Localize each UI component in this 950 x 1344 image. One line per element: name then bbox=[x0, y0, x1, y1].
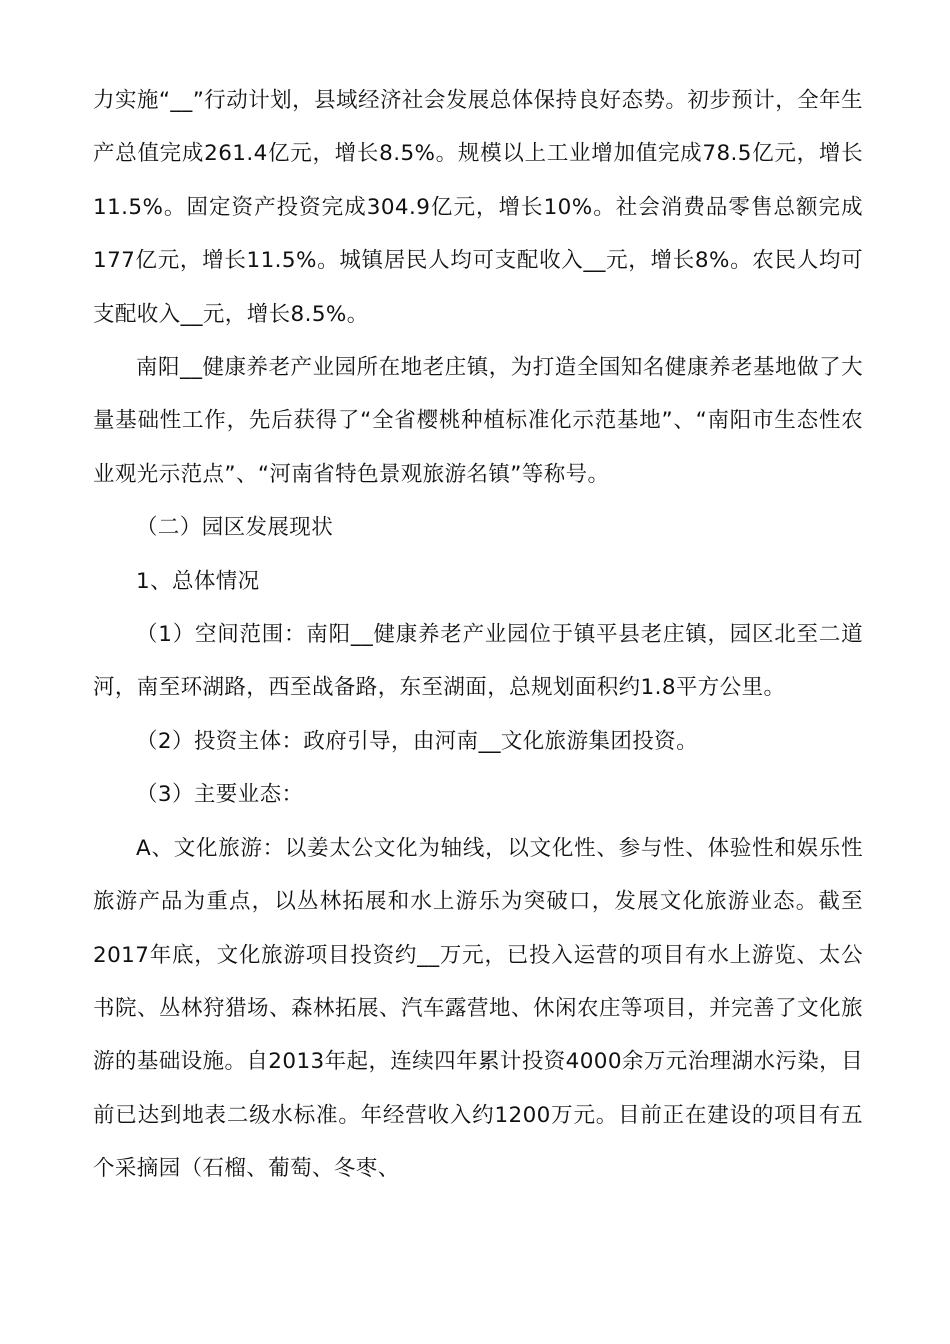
paragraph-spatial-scope: （1）空间范围：南阳__健康养老产业园位于镇平县老庄镇，园区北至二道河，南至环湖路，西至战备路，东至湖面，总规划面积约1.8平方公里。 bbox=[93, 622, 863, 701]
paragraph-town-background: 南阳__健康养老产业园所在地老庄镇，为打造全国知名健康养老基地做了大量基础性工作，先后获得了“全省樱桃种植标准化示范基地”、“南阳市生态性农业观光示范点”、“河南省特色景观旅游名镇”等称号。 bbox=[93, 355, 863, 487]
paragraph-economic-summary: 力实施“__”行动计划，县域经济社会发展总体保持良好态势。初步预计，全年生产总值完成261.4亿元，增长8.5%。规模以上工业增加值完成78.5亿元，增长11.5%。固定资产投资完成304.9亿元，增长10%。社会消费品零售总额完成177亿元，增长11.5%。城镇居民人均可支配收入__元，增长8%。农民人均可支配收入__元，增长8.5%。 bbox=[93, 88, 863, 327]
paragraph-cultural-tourism: A、文化旅游：以姜太公文化为轴线，以文化性、参与性、体验性和娱乐性旅游产品为重点，以丛林拓展和水上游乐为突破口，发展文化旅游业态。截至2017年底，文化旅游项目投资约__万元，已投入运营的项目有水上游览、太公书院、丛林狩猎场、森林拓展、汽车露营地、休闲农庄等项目，并完善了文化旅游的基础设施。自2013年起，连续四年累计投资4000余万元治理湖水污染，目前已达到地表二级水标准。年经营收入约1200万元。目前正在建设的项目有五个采摘园（石榴、葡萄、冬枣、 bbox=[93, 835, 863, 1182]
subheading-main-business: （3）主要业态： bbox=[136, 782, 304, 808]
paragraph-investment-entity: （2）投资主体：政府引导，由河南__文化旅游集团投资。 bbox=[136, 728, 698, 754]
subheading-overall-situation: 1、总体情况 bbox=[136, 568, 260, 594]
document-body bbox=[93, 74, 863, 1196]
section-heading-park-status: （二）园区发展现状 bbox=[136, 515, 334, 541]
